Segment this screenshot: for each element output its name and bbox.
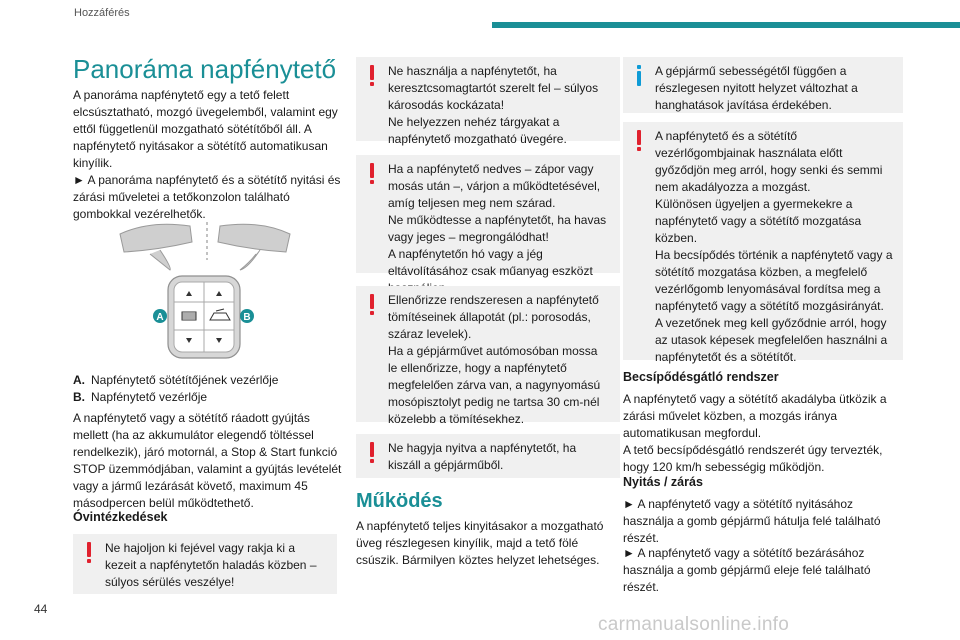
page-number: 44: [34, 602, 48, 616]
header-accent-bar: [492, 22, 960, 28]
warning-box-2: Ne használja a napfénytetőt, ha keresztcsomagtartót szerelt fel – súlyos károsodás kockázata! Ne helyezzen nehéz tárgyakat a napfénytető mozgatható üvegére.: [356, 57, 620, 141]
page-title: Panoráma napfénytető: [73, 54, 337, 84]
label-a: A: [156, 312, 164, 323]
info-icon: [635, 65, 643, 87]
warning-icon: [368, 442, 376, 464]
section-title: Hozzáférés: [74, 7, 130, 19]
open-close-heading: Nyitás / zárás: [623, 475, 703, 489]
label-b: B: [243, 312, 251, 323]
close-instruction: ► A napfénytető vagy a sötétítő bezárásához használja a gomb gépjármű eleje felé található részét.: [623, 546, 871, 594]
legend-item-a: A. Napfénytető sötétítőjének vezérlője: [73, 373, 279, 387]
roof-console-diagram: [110, 212, 310, 362]
operation-conditions: A napfénytető vagy a sötétítő ráadott gyújtás mellett (ha az akkumulátor elegendő töltéssel rendelkezik), járó motornál, a Stop & Start funkció STOP üzemmódjában, valamint a gyújtás levételét vagy a jármű lezárását követő, maximum 45 másodpercen belül működtethető.: [73, 411, 342, 510]
antipinch-text: A napfénytető vagy a sötétítő akadályba ütközik a zárási művelet közben, a mozgás iránya automatikusan megfordul. A tető becsípődésgátló rendszerét úgy tervezték, hogy 120 km/h sebességig működjön.: [623, 392, 887, 474]
antipinch-heading: Becsípődésgátló rendszer: [623, 370, 779, 384]
warning-box-3: Ha a napfénytető nedves – zápor vagy mosás után –, várjon a működtetésével, amíg teljesen meg nem szárad. Ne működtesse a napfénytetőt, ha havas vagy jeges – megrongálódhat! A napfénytetőn hó vagy a jég eltávolításához csak műanyag eszközt: [356, 155, 620, 273]
operation-text: A napfénytető teljes kinyitásakor a mozgatható üveg részlegesen kinyílik, majd a tető fölé csúszik. Bármilyen köztes helyzet lehetséges.: [356, 519, 604, 567]
warning-icon: [368, 163, 376, 185]
warning-box-4: Ellenőrizze rendszeresen a napfénytető tömítéseinek állapotát (pl.: porosodás, száraz levelek). Ha a gépjárművet autómosóban mossa le ellenőrizze, hogy a napfénytető megfelelően zárva van, a nagynyomású mosópisztolyt pedig ne tartsa 30 cm-nél közelebb a tömítésekhez.: [356, 286, 620, 422]
warning-icon: [368, 294, 376, 316]
control-instruction: ► A panoráma napfénytető és a sötétítő nyitási és zárási műveletei a tetőkonzolon található gombokkal vezérelhetők.: [73, 173, 341, 221]
info-box: A gépjármű sebességétől függően a részlegesen nyitott helyzet változhat a hanghatások javítása érdekében.: [623, 57, 903, 113]
intro-paragraph: A panoráma napfénytető egy a tető felett elcsúsztatható, mozgó üvegelemből, valamint egy ettől függetlenül mozgatható sötétítőből áll. A napfénytető nyitásakor a sötétítő automatikusan kinyílik.: [73, 88, 338, 170]
warning-box-1: Ne hajoljon ki fejével vagy rakja ki a kezeit a napfénytetőn haladás közben – súlyos sérülés veszélye!: [73, 534, 337, 594]
open-instruction: ► A napfénytető vagy a sötétítő nyitásához használja a gomb gépjármű hátulja felé található részét.: [623, 497, 881, 545]
roof-console-illustration: [110, 212, 310, 362]
diagram-legend: [73, 372, 343, 406]
warning-icon: [635, 130, 643, 152]
warning-box-5: Ne hagyja nyitva a napfénytetőt, ha kiszáll a gépjárműből.: [356, 434, 620, 478]
legend-item-b: B. Napfénytető vezérlője: [73, 390, 208, 404]
warning-box-6: A napfénytető és a sötétítő vezérlőgombjainak használata előtt győződjön meg arról, hogy senki és semmi nem akadályozza a mozgást. Különösen ügyeljen a gyermekekre a napfénytető vagy a sötétítő mozgatása közben. Ha becsípődés történik a napfénytető vagy a sötétítő mozgatása közben, a megfelelő vezérlőgomb lenyomásával fordítsa meg a napfénytető vagy a sötétítő mozgásirányát. A vezetőnek meg kell győződnie arról, hogy az utasok képesek megfelelően használni a napfénytetőt és a sötétítőt.: [623, 122, 903, 360]
precautions-heading: Óvintézkedések: [73, 510, 168, 524]
operation-heading: Működés: [356, 490, 443, 512]
watermark: carmanualsonline.info: [598, 614, 790, 635]
warning-icon: [368, 65, 376, 87]
warning-icon: [85, 542, 93, 564]
